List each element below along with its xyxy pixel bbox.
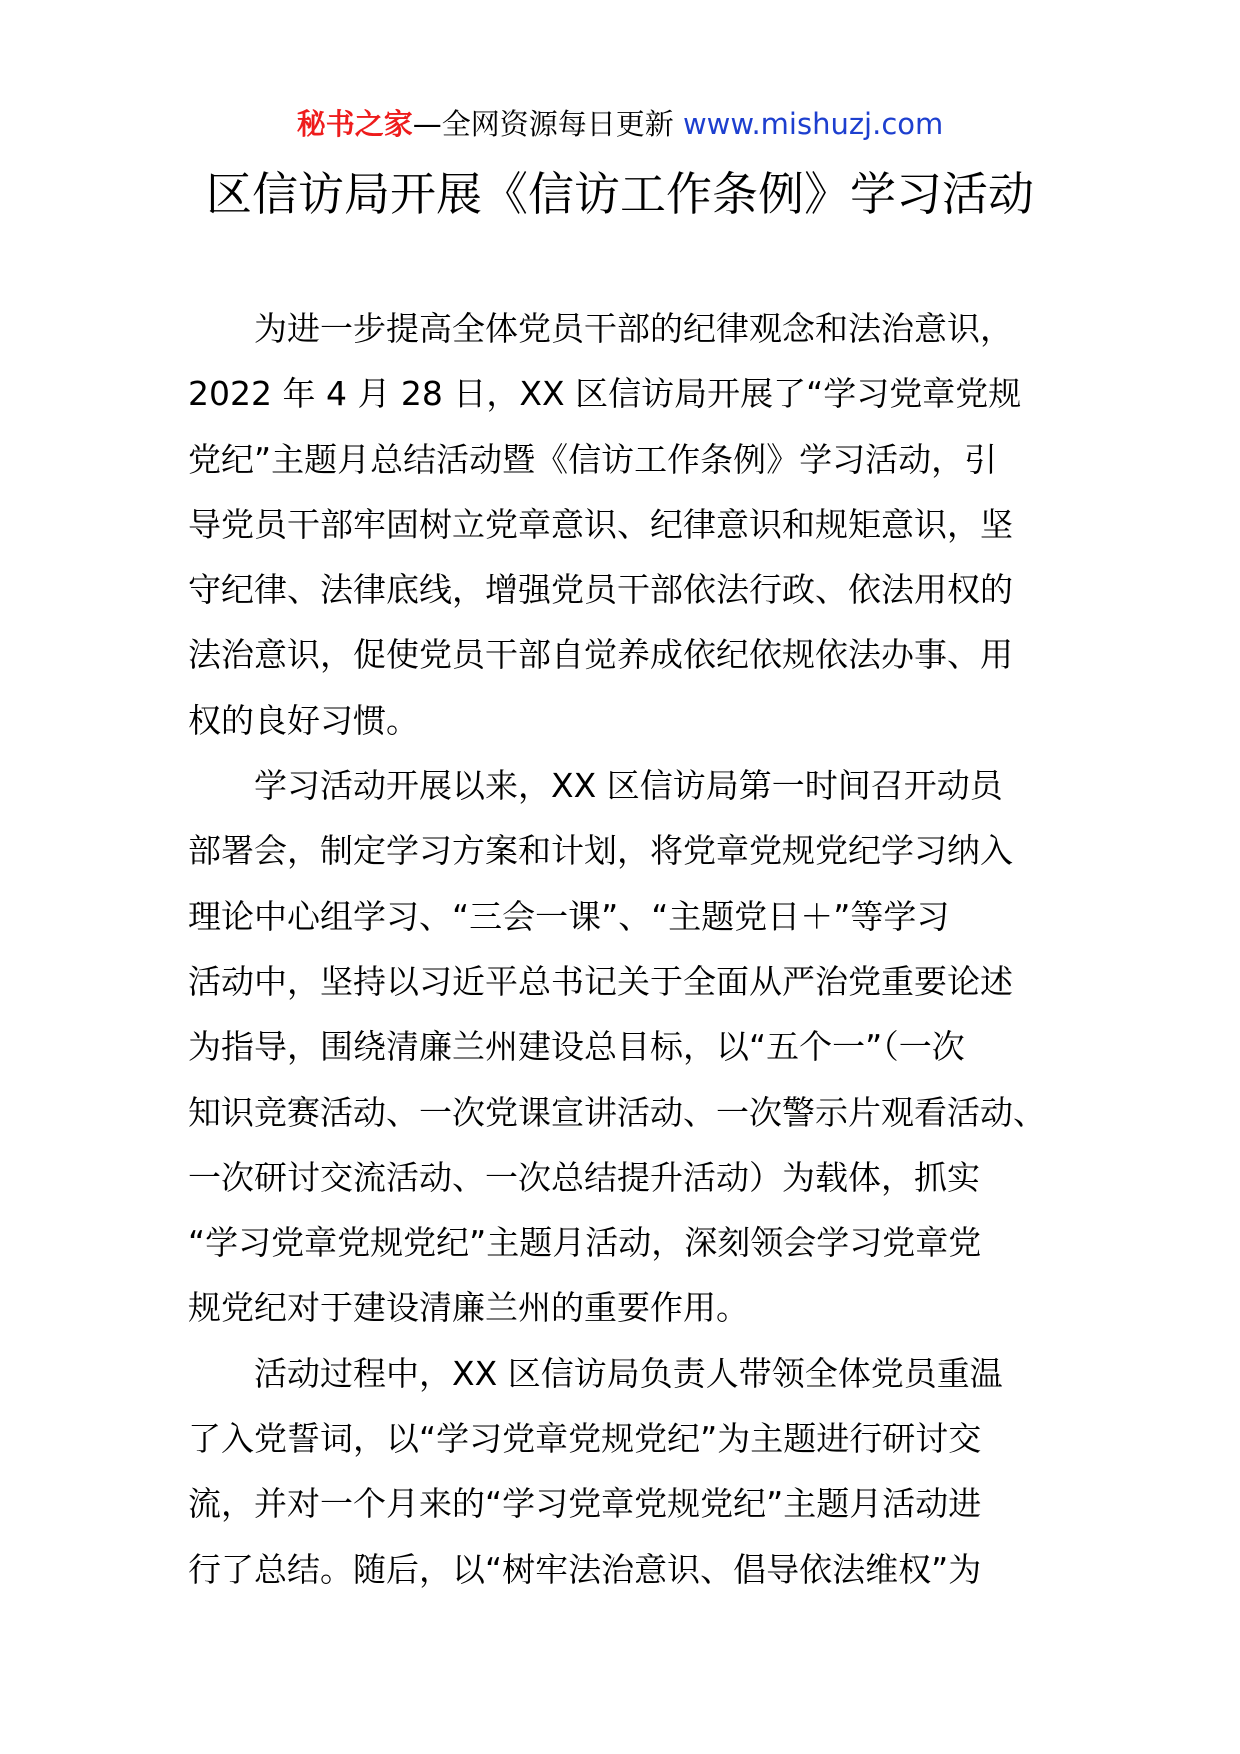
paragraph-line: 党纪”主题月总结活动暨《信访工作条例》学习活动，引 <box>188 439 998 479</box>
document-title: 区信访局开展《信访工作条例》学习活动 <box>206 167 1034 221</box>
paragraph-line: 为进一步提高全体党员干部的纪律观念和法治意识， <box>254 309 1013 348</box>
paragraph-line: 一次研讨交流活动、一次总结提升活动）为载体，抓实 <box>188 1157 980 1197</box>
paragraph-line: 流，并对一个月来的“学习党章党规党纪”主题月活动进 <box>188 1484 982 1524</box>
site-header <box>0 104 1240 144</box>
paragraph-line: 导党员干部牢固树立党章意识、纪律意识和规矩意识，坚 <box>188 504 1013 544</box>
paragraph-line: 2022 年 4 月 28 日，XX 区信访局开展了“学习党章党规 <box>188 374 1022 414</box>
paragraph-line: 为指导，围绕清廉兰州建设总目标，以“五个一”（一次 <box>188 1027 965 1067</box>
paragraph-line: 了入党誓词，以“学习党章党规党纪”为主题进行研讨交 <box>188 1419 982 1459</box>
paragraph-line: 行了总结。随后，以“树牢法治意识、倡导依法维权”为 <box>188 1549 982 1589</box>
paragraph-3 <box>188 1341 1058 1602</box>
brand-name: 秘书之家 <box>296 107 413 141</box>
paragraph-line: 规党纪对于建设清廉兰州的重要作用。 <box>188 1288 749 1328</box>
paragraph-line: 权的良好习惯。 <box>188 700 419 740</box>
paragraph-line: 理论中心组学习、“三会一课”、“主题党日＋”等学习 <box>188 896 950 936</box>
paragraph-line: 知识竞赛活动、一次党课宣讲活动、一次警示片观看活动、 <box>188 1092 1046 1132</box>
paragraph-line: “学习党章党规党纪”主题月活动，深刻领会学习党章党 <box>188 1223 982 1263</box>
header-slogan: —全网资源每日更新 <box>412 107 683 141</box>
paragraph-line: 学习活动开展以来，XX 区信访局第一时间召开动员 <box>254 766 1003 806</box>
paragraph-line: 活动中，坚持以习近平总书记关于全面从严治党重要论述 <box>188 961 1013 1001</box>
paragraph-2 <box>188 753 1058 1341</box>
paragraph-line: 部署会，制定学习方案和计划，将党章党规党纪学习纳入 <box>188 831 1013 871</box>
paragraph-line: 守纪律、法律底线，增强党员干部依法行政、依法用权的 <box>188 570 1013 610</box>
paragraph-line: 活动过程中，XX 区信访局负责人带领全体党员重温 <box>254 1353 1003 1393</box>
site-url-link[interactable]: www.mishuzj.com <box>682 107 944 141</box>
document-body <box>188 296 1058 1602</box>
paragraph-line: 法治意识，促使党员干部自觉养成依纪依规依法办事、用 <box>188 635 1013 675</box>
paragraph-1 <box>188 296 1058 753</box>
